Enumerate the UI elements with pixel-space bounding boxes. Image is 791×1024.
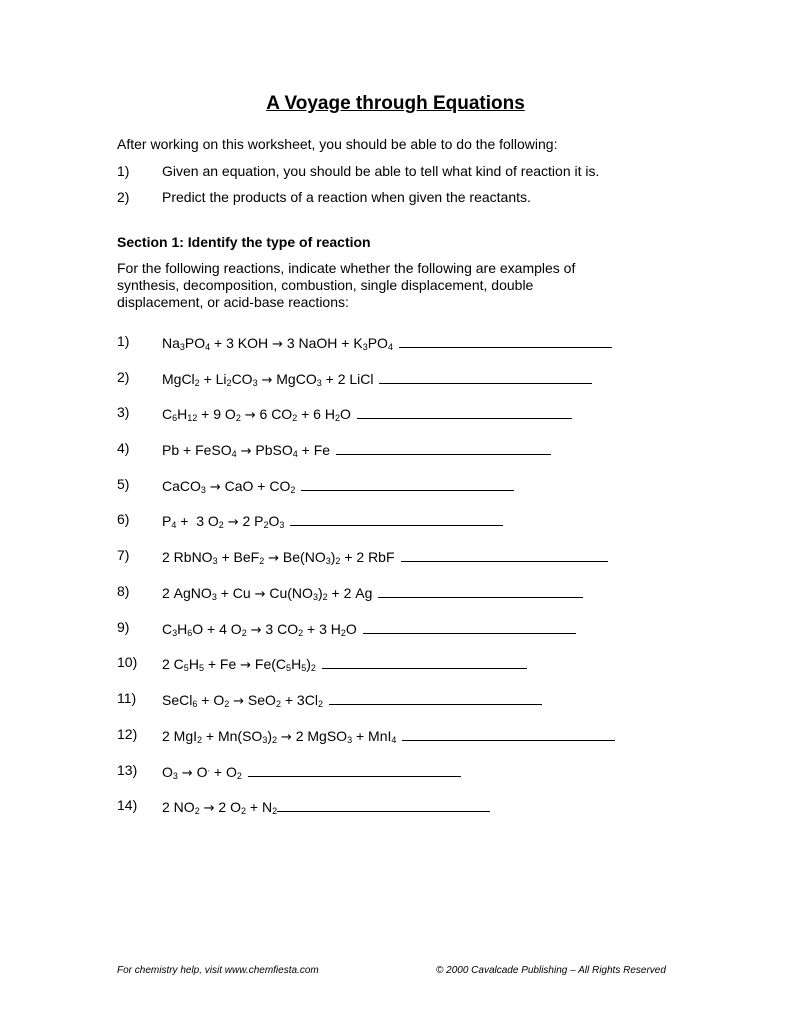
answer-blank[interactable] [290,510,503,526]
answer-blank[interactable] [379,368,592,384]
footer-copyright: © 2000 Cavalcade Publishing – All Rights Reserved [436,965,666,976]
footer-help-link: For chemistry help, visit www.chemfiesta.com [117,965,319,976]
chemical-equation: $C_6H_{12} + 9$ $O_2 \to 6$ $CO_2 + 6$ $H_2O$ [162,403,572,425]
answer-blank[interactable] [329,689,542,705]
question-number: 14) [117,797,138,813]
question-number: 7) [117,547,130,563]
answer-blank[interactable] [357,403,572,419]
chemical-equation: 2 $C_5H_5 + Fe \to Fe(C_5H_5)_2$ [162,653,527,675]
answer-blank[interactable] [402,725,615,741]
question-number: 8) [117,583,130,599]
chemical-equation: SeCl$_6$ + $O_2 \to SeO_2 + 3Cl_2$ [162,689,542,711]
question-number: 6) [117,511,130,527]
answer-blank[interactable] [322,653,527,669]
question-number: 5) [117,476,130,492]
question-number: 12) [117,726,138,742]
instruction-line: displacement, or acid-base reactions: [117,294,349,310]
goal-text: Predict the products of a reaction when given the reactants. [162,189,531,205]
goal-number: 2) [117,189,130,205]
question-number: 3) [117,404,130,420]
answer-blank[interactable] [248,761,461,777]
chemical-equation: $P_4 + 3$ $O_2 \to 2$ $P_2O_3$ [162,510,503,532]
question-number: 4) [117,440,130,456]
page-title: A Voyage through Equations [266,93,525,114]
chemical-equation: 2 AgNO$_3$ + $Cu \to Cu(NO_3)_2 + 2$ Ag [162,582,583,604]
chemical-equation: 2 RbNO$_3$ + $BeF_2 \to Be(NO_3)_2 + 2$ RbF [162,546,608,568]
intro-text: After working on this worksheet, you should be able to do the following: [117,136,558,152]
answer-blank[interactable] [336,439,551,455]
question-number: 9) [117,619,130,635]
answer-blank[interactable] [363,618,576,634]
instruction-line: synthesis, decomposition, combustion, single displacement, double [117,277,534,293]
goal-text: Given an equation, you should be able to tell what kind of reaction it is. [162,163,600,179]
chemical-equation: $Na_3PO_4 + 3$ KOH → 3 NaOH + $K_3PO_4$ [162,332,612,354]
chemical-equation: MgCl$_2$ + $Li_2CO_3$ → MgCO$_3$ + 2 LiCl [162,368,592,390]
question-number: 2) [117,369,130,385]
answer-blank[interactable] [301,475,514,491]
chemical-equation: $O_3 \to O^. + O_2$ [162,761,461,783]
section-heading: Section 1: Identify the type of reaction [117,234,371,250]
section-instructions [117,260,657,311]
question-number: 10) [117,654,138,670]
chemical-equation: $C_3H_6O + 4$ $O_2 \to 3$ $CO_2 + 3$ $H_2O$ [162,618,576,640]
answer-blank[interactable] [399,332,612,348]
question-number: 13) [117,762,138,778]
answer-blank[interactable] [277,796,490,812]
chemical-equation: 2 $NO_2 \to 2$ $O_2 + N_2$ [162,796,490,818]
question-number: 1) [117,333,130,349]
instruction-line: For the following reactions, indicate whether the following are examples of [117,260,576,276]
answer-blank[interactable] [401,546,608,562]
question-number: 11) [117,690,137,706]
chemical-equation: CaCO$_3$ → CaO + $CO_2$ [162,475,514,497]
goal-number: 1) [117,163,130,179]
answer-blank[interactable] [378,582,583,598]
chemical-equation: Pb + FeSO$_4$ → PbSO$_4$ + Fe [162,439,551,461]
chemical-equation: 2 $MgI_2 + Mn(SO_3)_2 \to 2$ MgSO$_3$ + MnI$_4$ [162,725,615,747]
